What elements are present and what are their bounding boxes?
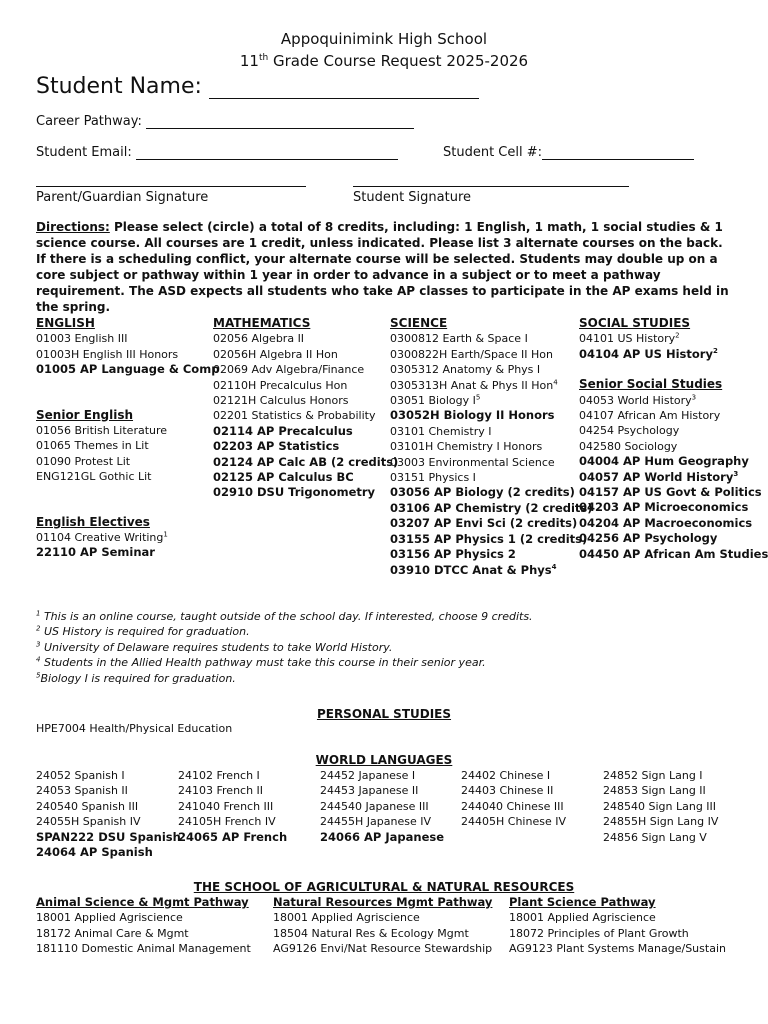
senior-english-course-option[interactable]: [36, 438, 219, 453]
course-label: 04053 World History: [579, 393, 692, 407]
student-cell-label: Student Cell #:: [443, 145, 543, 160]
language-course-option[interactable]: [36, 783, 181, 798]
course-label: 03151 Physics I: [390, 471, 476, 485]
pathway-course-option[interactable]: AG9123 Plant Systems Manage/Sustain: [509, 942, 726, 956]
parent-signature-label: Parent/Guardian Signature: [36, 190, 209, 205]
footnote-marker: 4: [551, 562, 557, 571]
grade-suffix: th: [258, 53, 269, 63]
course-label: 24102 French I: [178, 769, 260, 782]
course-label: 24452 Japanese I: [320, 769, 416, 782]
pathway-header: Plant Science Pathway: [509, 895, 656, 909]
science-course-option[interactable]: [390, 362, 593, 377]
footnote-text: University of Delaware requires students to take World History.: [40, 640, 393, 654]
course-label: 04004 AP Hum Geography: [579, 454, 749, 469]
math-course-option[interactable]: [213, 439, 398, 454]
senior-english-course-option[interactable]: [36, 469, 219, 484]
pathway-column: [36, 895, 251, 957]
course-label: SPAN222 DSU Spanish: [36, 829, 181, 844]
pathway-course-option[interactable]: 18072 Principles of Plant Growth: [509, 926, 689, 940]
science-course-option[interactable]: [390, 532, 593, 547]
english-course-option[interactable]: [36, 362, 219, 377]
directions-label: Directions:: [36, 220, 110, 234]
student-signature-label: Student Signature: [353, 190, 472, 205]
math-course-option[interactable]: [213, 362, 398, 377]
footnote-marker: 4: [553, 377, 558, 386]
language-course-option[interactable]: [320, 799, 444, 814]
language-course-option[interactable]: [178, 783, 287, 798]
course-label: 01104 Creative Writing: [36, 531, 164, 545]
language-column: [603, 768, 718, 845]
course-label: 04256 AP Psychology: [579, 531, 718, 546]
language-course-option[interactable]: [603, 799, 718, 814]
english-header: ENGLISH: [36, 316, 95, 330]
language-course-option[interactable]: [178, 830, 287, 845]
footnote-marker: 2: [712, 346, 718, 355]
language-course-option[interactable]: [461, 768, 566, 783]
directions: [36, 219, 736, 315]
pathway-course-option[interactable]: 18001 Applied Agriscience: [36, 911, 183, 925]
form-title: [0, 52, 768, 70]
language-course-option[interactable]: [461, 814, 566, 829]
english-elective-course-option[interactable]: [36, 545, 219, 560]
footnote: [36, 640, 533, 655]
personal-studies-item: HPE7004 Health/Physical Education: [36, 722, 233, 735]
language-course-option[interactable]: [320, 783, 444, 798]
course-label: 24066 AP Japanese: [320, 829, 445, 844]
language-course-option[interactable]: [603, 814, 718, 829]
footnote-text: Students in the Allied Health pathway must take this course in their senior year.: [40, 656, 486, 670]
course-label: 244540 Japanese III: [320, 799, 429, 813]
career-pathway-row: [36, 114, 414, 129]
footnote-number: 1: [36, 609, 41, 618]
course-label: 04254 Psychology: [579, 424, 680, 438]
spacer: [36, 485, 219, 500]
pathway-column: [273, 895, 492, 957]
course-label: 03106 AP Chemistry (2 credits): [390, 500, 593, 515]
senior-english-course-option[interactable]: [36, 423, 219, 438]
student-name-field[interactable]: [209, 97, 479, 99]
form-title-rest: Grade Course Request 2025-2026: [268, 52, 529, 70]
student-cell-field[interactable]: [542, 158, 694, 160]
course-label: 01056 British Literature: [36, 424, 168, 438]
english-column: [36, 316, 219, 561]
course-label: 01003 English III: [36, 332, 128, 346]
course-label: 03056 AP Biology (2 credits): [390, 485, 575, 500]
pathway-course-option[interactable]: 18504 Natural Res & Ecology Mgmt: [273, 926, 469, 940]
footnote-marker: 1: [163, 530, 168, 539]
agriculture-title: THE SCHOOL OF AGRICULTURAL & NATURAL RESOURCES: [193, 880, 575, 894]
language-course-option[interactable]: [320, 768, 444, 783]
course-label: 02114 AP Precalculus: [213, 423, 353, 438]
math-column: [213, 316, 398, 501]
course-label: 241040 French III: [178, 799, 274, 813]
student-name-label: Student Name:: [36, 74, 202, 99]
course-label: 0305312 Anatomy & Phys I: [390, 363, 541, 377]
course-label: 03101H Chemistry I Honors: [390, 440, 543, 454]
language-course-option[interactable]: [178, 768, 287, 783]
senior-social-studies-course-option[interactable]: [579, 393, 768, 408]
course-label: 02203 AP Statistics: [213, 439, 340, 454]
spacer: [36, 393, 219, 408]
footnote: [36, 609, 533, 624]
pathway-course-option[interactable]: AG9126 Envi/Nat Resource Stewardship: [273, 942, 493, 956]
grade-number: 11: [239, 52, 259, 70]
pathway-header: Natural Resources Mgmt Pathway: [273, 895, 493, 909]
course-label: 24103 French II: [178, 784, 264, 798]
footnote-text: US History is required for graduation.: [40, 625, 250, 639]
directions-text: Please select (circle) a total of 8 credits, including: 1 English, 1 math, 1 social studies & 1 science course. All courses are 1 credit, unless indicated. Please list 3 alternate courses on the back. If there is a scheduling conflict, your alternate course will be selected. Students may double up on a core subject or pathway within 1 year in order to advance in a subject or to meet a pathway requirement. The ASD expects all students who take AP classes to participate in the AP exams held in the spring.: [36, 220, 729, 314]
course-label: 03003 Environmental Science: [390, 455, 555, 469]
language-course-option[interactable]: [178, 814, 287, 829]
student-email-row: [36, 145, 398, 160]
science-course-option[interactable]: [390, 393, 593, 408]
math-course-option[interactable]: [213, 393, 398, 408]
language-column: [461, 768, 566, 830]
language-course-option[interactable]: [36, 768, 181, 783]
senior-social-studies-course-option[interactable]: [579, 485, 768, 500]
course-label: 02124 AP Calc AB (2 credits): [213, 454, 399, 469]
footnote-number: 5: [36, 670, 41, 679]
language-course-option[interactable]: [178, 799, 287, 814]
course-label: 03051 Biology I: [390, 394, 476, 408]
course-label: 04107 African Am History: [579, 409, 721, 423]
course-label: 24852 Sign Lang I: [603, 769, 703, 782]
math-course-option[interactable]: [213, 378, 398, 393]
course-label: 0300812 Earth & Space I: [390, 332, 528, 346]
footnote: [36, 671, 533, 686]
course-label: 03101 Chemistry I: [390, 424, 492, 438]
footnote-marker: 3: [733, 469, 739, 478]
science-course-option[interactable]: [390, 470, 593, 485]
social-studies-column: [579, 316, 768, 562]
career-pathway-field[interactable]: [146, 127, 414, 129]
footnote-number: 2: [36, 624, 41, 633]
senior-social-studies-course-option[interactable]: [579, 423, 768, 438]
language-course-option[interactable]: [36, 814, 181, 829]
senior-english-course-option[interactable]: [36, 454, 219, 469]
science-course-option[interactable]: [390, 563, 593, 578]
course-label: 03155 AP Physics 1 (2 credits): [390, 531, 588, 546]
math-course-option[interactable]: [213, 485, 398, 500]
world-languages-title: WORLD LANGUAGES: [315, 753, 453, 767]
english-electives-header: English Electives: [36, 514, 150, 529]
math-course-option[interactable]: [213, 408, 398, 423]
course-label: 04203 AP Microeconomics: [579, 500, 749, 515]
student-email-field[interactable]: [136, 158, 398, 160]
footnote: [36, 624, 533, 639]
senior-social-studies-course-option[interactable]: [579, 470, 768, 485]
course-label: 01003H English III Honors: [36, 347, 179, 361]
senior-social-studies-course-option[interactable]: [579, 516, 768, 531]
social-studies-course-option[interactable]: [579, 331, 768, 346]
footnote-marker: 5: [475, 393, 481, 402]
language-column: [320, 768, 444, 845]
course-label: 24405H Chinese IV: [461, 815, 566, 829]
course-label: ENG121GL Gothic Lit: [36, 470, 152, 484]
senior-social-studies-course-option[interactable]: [579, 454, 768, 469]
math-course-option[interactable]: [213, 455, 398, 470]
course-label: 03207 AP Envi Sci (2 credits): [390, 516, 578, 531]
course-label: 24402 Chinese I: [461, 769, 551, 782]
spacer: [36, 500, 219, 515]
personal-studies-title: PERSONAL STUDIES: [316, 707, 452, 721]
footnote-marker: 3: [691, 392, 697, 401]
pathway-column: [509, 895, 726, 957]
english-course-option[interactable]: [36, 347, 219, 362]
pathway-course-option[interactable]: 18001 Applied Agriscience: [273, 911, 420, 925]
course-label: 04157 AP US Govt & Politics: [579, 485, 762, 500]
course-label: 03910 DTCC Anat & Phys: [390, 562, 552, 577]
science-course-option[interactable]: [390, 501, 593, 516]
student-signature-field[interactable]: [353, 186, 629, 187]
science-course-option[interactable]: [390, 378, 593, 393]
course-label: 04204 AP Macroeconomics: [579, 515, 753, 530]
student-name-row: [36, 74, 479, 99]
science-course-option[interactable]: [390, 516, 593, 531]
course-label: 04450 AP African Am Studies: [579, 546, 768, 561]
course-label: 240540 Spanish III: [36, 799, 139, 813]
course-label: 0300822H Earth/Space II Hon: [390, 347, 553, 361]
course-label: 02056H Algebra II Hon: [213, 347, 338, 361]
footnote-text: Biology I is required for graduation.: [40, 671, 236, 685]
footnotes: [36, 609, 533, 686]
course-label: 0305313H Anat & Phys II Hon: [390, 378, 554, 392]
course-label: 22110 AP Seminar: [36, 545, 155, 560]
course-label: 24064 AP Spanish: [36, 845, 153, 860]
language-course-option[interactable]: [461, 799, 566, 814]
parent-signature-field[interactable]: [36, 186, 306, 187]
course-label: 02125 AP Calculus BC: [213, 470, 354, 485]
science-course-option[interactable]: [390, 455, 593, 470]
senior-english-header: Senior English: [36, 407, 134, 422]
student-cell-row: [443, 145, 694, 160]
course-label: 02069 Adv Algebra/Finance: [213, 363, 365, 377]
course-label: 24055H Spanish IV: [36, 815, 141, 829]
english-course-option[interactable]: [36, 331, 219, 346]
english-elective-course-option[interactable]: [36, 530, 219, 545]
science-header: SCIENCE: [390, 316, 448, 330]
footnote-text: This is an online course, taught outside of the school day. If interested, choose 9 credits.: [40, 610, 533, 623]
pathway-course-option[interactable]: 181110 Domestic Animal Management: [36, 942, 251, 956]
course-label: 24856 Sign Lang V: [603, 830, 707, 844]
course-label: 042580 Sociology: [579, 439, 678, 453]
math-header: MATHEMATICS: [213, 316, 311, 330]
math-course-option[interactable]: [213, 424, 398, 439]
spacer: [579, 362, 768, 377]
senior-social-studies-course-option[interactable]: [579, 500, 768, 515]
footnote: [36, 655, 533, 670]
course-label: 244040 Chinese III: [461, 799, 564, 813]
language-course-option[interactable]: [603, 783, 718, 798]
course-label: 02201 Statistics & Probability: [213, 409, 376, 423]
course-label: 24403 Chinese II: [461, 784, 554, 798]
course-label: 24855H Sign Lang IV: [603, 815, 719, 829]
language-column: [178, 768, 287, 845]
course-label: 03156 AP Physics 2: [390, 547, 516, 562]
footnote-number: 4: [36, 655, 41, 664]
course-label: 01090 Protest Lit: [36, 454, 131, 468]
math-course-option[interactable]: [213, 470, 398, 485]
senior-social-studies-course-option[interactable]: [579, 531, 768, 546]
pathway-header: Animal Science & Mgmt Pathway: [36, 895, 249, 909]
career-pathway-label: Career Pathway:: [36, 114, 142, 129]
student-email-label: Student Email:: [36, 145, 132, 160]
course-label: 24453 Japanese II: [320, 784, 419, 798]
course-label: 02056 Algebra II: [213, 332, 305, 346]
science-course-option[interactable]: [390, 424, 593, 439]
course-label: 02121H Calculus Honors: [213, 394, 349, 408]
course-label: 01005 AP Language & Comp: [36, 362, 220, 377]
course-label: 04057 AP World History: [579, 469, 734, 484]
science-course-option[interactable]: [390, 439, 593, 454]
pathway-course-option[interactable]: 18172 Animal Care & Mgmt: [36, 926, 189, 940]
course-label: 04101 US History: [579, 332, 676, 346]
course-label: 03052H Biology II Honors: [390, 408, 555, 423]
course-label: 248540 Sign Lang III: [603, 799, 717, 813]
science-course-option[interactable]: [390, 347, 593, 362]
school-name: Appoquinimink High School: [280, 30, 488, 48]
course-label: 24052 Spanish I: [36, 769, 125, 782]
senior-social-studies-header: Senior Social Studies: [579, 377, 723, 392]
science-course-option[interactable]: [390, 485, 593, 500]
course-label: 24053 Spanish II: [36, 784, 128, 798]
language-course-option[interactable]: [461, 783, 566, 798]
language-course-option[interactable]: [320, 814, 444, 829]
science-column: [390, 316, 593, 578]
pathway-course-option[interactable]: 18001 Applied Agriscience: [509, 911, 656, 925]
social-studies-header: SOCIAL STUDIES: [579, 316, 691, 330]
language-column: [36, 768, 181, 860]
senior-social-studies-course-option[interactable]: [579, 408, 768, 423]
course-label: 24853 Sign Lang II: [603, 784, 706, 798]
footnote-marker: 2: [675, 331, 680, 340]
course-label: 04104 AP US History: [579, 346, 713, 361]
senior-social-studies-course-option[interactable]: [579, 439, 768, 454]
language-course-option[interactable]: [603, 830, 718, 845]
course-label: 02910 DSU Trigonometry: [213, 485, 376, 500]
spacer: [36, 378, 219, 393]
science-course-option[interactable]: [390, 331, 593, 346]
language-course-option[interactable]: [36, 830, 181, 845]
course-label: 01065 Themes in Lit: [36, 439, 149, 453]
senior-social-studies-course-option[interactable]: [579, 547, 768, 562]
science-course-option[interactable]: [390, 547, 593, 562]
math-course-option[interactable]: [213, 331, 398, 346]
language-course-option[interactable]: [36, 799, 181, 814]
language-course-option[interactable]: [603, 768, 718, 783]
science-course-option[interactable]: [390, 408, 593, 423]
social-studies-course-option[interactable]: [579, 347, 768, 362]
language-course-option[interactable]: [320, 830, 444, 845]
course-label: 02110H Precalculus Hon: [213, 378, 348, 392]
language-course-option[interactable]: [36, 845, 181, 860]
course-label: 24455H Japanese IV: [320, 815, 431, 829]
course-label: 24105H French IV: [178, 815, 276, 829]
footnote-number: 3: [36, 640, 41, 649]
course-label: 24065 AP French: [178, 829, 288, 844]
math-course-option[interactable]: [213, 347, 398, 362]
